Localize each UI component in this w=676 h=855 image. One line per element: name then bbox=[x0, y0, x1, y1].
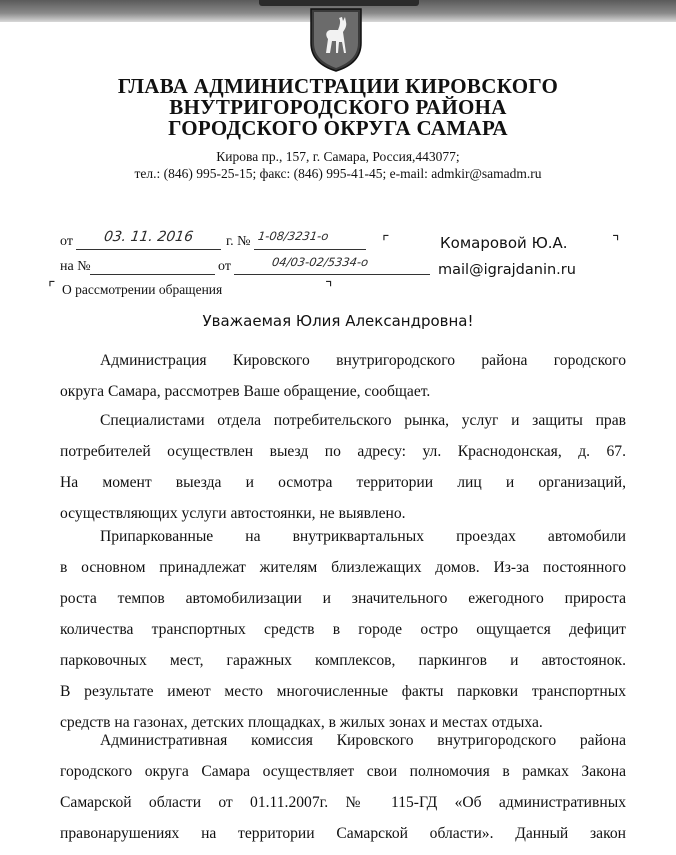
incoming-underline bbox=[234, 274, 430, 275]
subject-line: О рассмотрении обращения bbox=[62, 282, 223, 297]
on-number-underline bbox=[90, 274, 215, 275]
body-paragraph-2 bbox=[60, 405, 626, 529]
from-label: от bbox=[60, 234, 73, 249]
salutation: Уважаемая Юлия Александровна! bbox=[202, 312, 474, 330]
p2-line-3: На момент выезда и осмотра территории лиц и организаций, bbox=[60, 474, 626, 491]
p3-line-2: в основном принадлежат жителям близлежащих домов. Из-за постоянного bbox=[60, 559, 626, 576]
body-paragraph-1 bbox=[60, 345, 626, 407]
handwritten-date: 03. 11. 2016 bbox=[102, 229, 195, 245]
p3-line-4: количества транспортных средств в городе остро ощущается дефицит bbox=[60, 621, 626, 638]
p4-line-4: правонарушениях на территории Самарской области». Данный закон bbox=[60, 825, 626, 842]
number-label: г. № bbox=[226, 234, 251, 249]
p2-line-2: потребителей осуществлен выезд по адресу: ул. Краснодонская, д. 67. bbox=[60, 443, 626, 460]
p1-line-2: округа Самара, рассмотрев Ваше обращение, сообщает. bbox=[60, 383, 431, 400]
number-underline bbox=[254, 249, 366, 250]
address-bracket-right: ⌝ bbox=[612, 232, 620, 251]
p3-line-5: парковочных мест, гаражных комплексов, паркингов и автостоянок. bbox=[60, 652, 626, 669]
body-paragraph-3 bbox=[60, 521, 626, 738]
p1-line-1: Администрация Кировского внутригородского района городского bbox=[100, 352, 626, 369]
samara-coat-of-arms-emblem bbox=[305, 5, 367, 73]
recipient-email: mail@igrajdanin.ru bbox=[438, 262, 576, 278]
p4-line-3: Самарской области от 01.11.2007г. № 115-ГД «Об административных bbox=[60, 794, 626, 811]
p3-line-1: Припаркованные на внутриквартальных проездах автомобили bbox=[100, 528, 626, 545]
letterhead-address: Кирова пр., 157, г. Самара, Россия,443077; bbox=[216, 149, 460, 164]
p3-line-7: средств на газонах, детских площадках, в жилых зонах и местах отдыха. bbox=[60, 714, 543, 731]
recipient-name: Комаровой Ю.А. bbox=[440, 234, 568, 252]
p2-line-1: Специалистами отдела потребительского рынка, услуг и защиты прав bbox=[100, 412, 626, 429]
letterhead-line-3: ГОРОДСКОГО ОКРУГА САМАРА bbox=[168, 116, 508, 140]
letterhead-line-1: ГЛАВА АДМИНИСТРАЦИИ КИРОВСКОГО bbox=[117, 74, 559, 98]
date-underline bbox=[76, 249, 221, 250]
incoming-from-label: от bbox=[218, 259, 231, 274]
on-number-label: на № bbox=[60, 259, 91, 274]
p4-line-2: городского округа Самара осуществляет свои полномочия в рамках Закона bbox=[60, 763, 626, 780]
address-bracket-left: ⌜ bbox=[382, 232, 390, 251]
p3-line-6: В результате имеют место многочисленные факты парковки транспортных bbox=[60, 683, 626, 700]
letterhead-line-2: ВНУТРИГОРОДСКОГО РАЙОНА bbox=[169, 95, 507, 119]
p4-line-1: Административная комиссия Кировского внутригородского района bbox=[100, 732, 626, 749]
body-paragraph-4 bbox=[60, 725, 626, 849]
p3-line-3: роста темпов автомобилизации и значительного ежегодного прироста bbox=[60, 590, 626, 607]
subject-bracket-right: ⌝ bbox=[325, 278, 333, 297]
p2-line-4: осуществляющих услуги автостоянки, не выявлено. bbox=[60, 505, 406, 522]
handwritten-incoming-number: 04/03-02/5334-о bbox=[271, 255, 370, 269]
letterhead-contacts: тел.: (846) 995-25-15; факс: (846) 995-41-45; e-mail: admkir@samadm.ru bbox=[134, 166, 542, 181]
subject-bracket-left: ⌜ bbox=[48, 278, 56, 297]
handwritten-outgoing-number: 1-08/3231-о bbox=[257, 229, 330, 243]
